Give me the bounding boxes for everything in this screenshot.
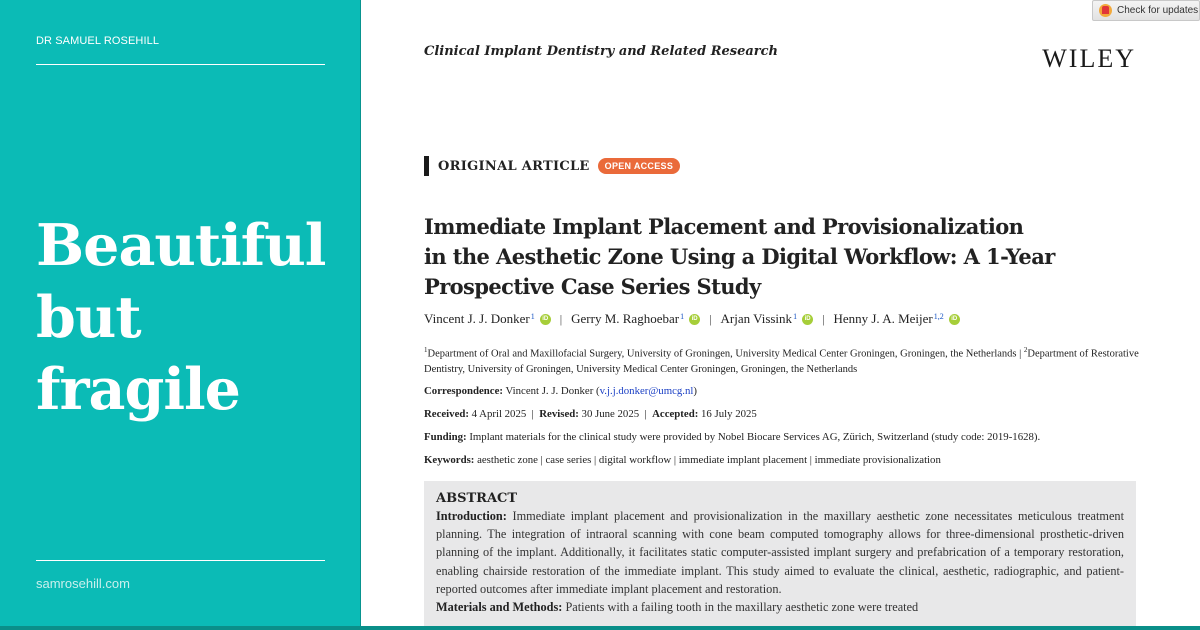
author-meijer[interactable]	[833, 311, 959, 327]
orcid-icon[interactable]: iD	[540, 314, 551, 325]
article-type-bar	[424, 156, 429, 176]
journal-name: Clinical Implant Dentistry and Related Research	[424, 44, 779, 59]
author-list	[424, 311, 960, 327]
introduction-text: Immediate implant placement and provisionalization in the maxillary aesthetic zone necessitates meticulous treatment planning. The integration of intraoral scanning with cone beam computed tomography allows for three-dimensional prosthetic-driven planning of the implant. Additionally, it facilitates static computer-assisted implant surgery and prefabrication of a temporary restoration, enabling chairside restoration of the immediate implant. This study aimed to evaluate the clinical, aesthetic, radiographic, and patient-reported outcomes after immediate implant placement and restoration.	[436, 509, 1124, 596]
check-for-updates-button[interactable]	[1092, 0, 1200, 21]
author-name: Gerry M. Raghoebar	[571, 311, 680, 326]
orcid-icon[interactable]: iD	[949, 314, 960, 325]
affiliation-1: Department of Oral and Maxillofacial Surgery, University of Groningen, University Medical Center Groningen, Groningen, the Netherlands	[427, 348, 1017, 360]
correspondence: Correspondence: Vincent J. J. Donker (v.j.j.donker@umcg.nl)	[424, 385, 698, 397]
author-donker[interactable]	[424, 311, 551, 327]
methods-text: Patients with a failing tooth in the maxillary aesthetic zone were treated	[565, 600, 919, 615]
article-dates	[424, 408, 757, 420]
methods-label: Materials and Methods:	[436, 600, 563, 615]
author-separator: |	[559, 311, 563, 326]
open-access-badge: OPEN ACCESS	[598, 158, 680, 174]
keywords	[424, 454, 941, 466]
affiliation-2-marker: 2	[1023, 346, 1028, 354]
paper-preview	[362, 0, 1200, 626]
title-line-1: Immediate Implant Placement and Provisionalization	[424, 214, 1024, 239]
revised-label: Revised:	[539, 408, 579, 420]
promo-panel	[0, 0, 361, 626]
affiliation-marker: 1	[680, 311, 685, 321]
correspondence-label: Correspondence:	[424, 385, 503, 397]
headline-line-3: fragile	[36, 356, 240, 423]
affiliation-marker: 1	[530, 311, 535, 321]
article-type-row	[424, 156, 680, 176]
introduction-label: Introduction:	[436, 509, 507, 523]
affiliations	[424, 343, 1139, 377]
orcid-icon[interactable]: iD	[802, 314, 813, 325]
divider-bottom	[36, 560, 325, 561]
title-line-2: in the Aesthetic Zone Using a Digital Workflow: A 1-Year	[424, 244, 1055, 269]
funding-text: Implant materials for the clinical study were provided by Nobel Biocare Services AG, Zürich, Switzerland (study code: 2019-1628).	[469, 431, 1041, 443]
author-separator: |	[822, 311, 825, 326]
affiliation-marker: 1	[793, 311, 798, 321]
abstract-body	[436, 507, 1124, 616]
headline-line-1: Beautiful	[36, 212, 326, 279]
received-date: 4 April 2025	[471, 408, 527, 420]
headline	[36, 210, 336, 426]
author-name: Arjan Vissink	[720, 311, 793, 326]
funding-label: Funding:	[424, 431, 467, 443]
publisher-logo: WILEY	[1042, 44, 1136, 73]
author-vissink[interactable]	[720, 311, 813, 327]
affiliation-marker: 1,2	[933, 311, 944, 321]
date-separator: |	[531, 408, 534, 420]
article-title	[424, 212, 1124, 302]
author-name: Henny J. A. Meijer	[833, 311, 933, 326]
author-name: Vincent J. J. Donker	[424, 311, 530, 326]
correspondence-name: Vincent J. J. Donker	[505, 385, 594, 397]
revised-date: 30 June 2025	[581, 408, 640, 420]
author-raghoebar[interactable]	[571, 311, 700, 327]
website-link[interactable]: samrosehill.com	[36, 576, 130, 591]
title-line-3: Prospective Case Series Study	[424, 274, 761, 299]
affiliation-2: Department of Restorative Dentistry, University of Groningen, University Medical Center Groningen, Groningen, the Netherlands	[424, 348, 1139, 375]
abstract-box	[424, 481, 1136, 626]
keywords-label: Keywords:	[424, 454, 475, 466]
funding	[424, 431, 1040, 443]
check-for-updates-label: Check for updates	[1117, 5, 1199, 16]
bottom-strip	[0, 626, 1200, 630]
received-label: Received:	[424, 408, 469, 420]
crossmark-icon	[1099, 4, 1112, 17]
accepted-date: 16 July 2025	[701, 408, 757, 420]
affiliation-separator: |	[1016, 348, 1024, 360]
date-separator: |	[644, 408, 647, 420]
author-label: DR SAMUEL ROSEHILL	[36, 35, 160, 47]
divider-top	[36, 64, 325, 65]
headline-line-2: but	[36, 284, 141, 351]
abstract-heading: ABSTRACT	[436, 491, 518, 506]
accepted-label: Accepted:	[652, 408, 699, 420]
article-type: ORIGINAL ARTICLE	[438, 158, 590, 174]
keywords-text: aesthetic zone | case series | digital workflow | immediate implant placement | immediate provisionalization	[477, 454, 941, 466]
author-separator: |	[709, 311, 712, 326]
correspondence-email-link[interactable]: v.j.j.donker@umcg.nl	[599, 385, 694, 397]
affiliation-1-marker: 1	[424, 346, 428, 354]
orcid-icon[interactable]: iD	[689, 314, 700, 325]
